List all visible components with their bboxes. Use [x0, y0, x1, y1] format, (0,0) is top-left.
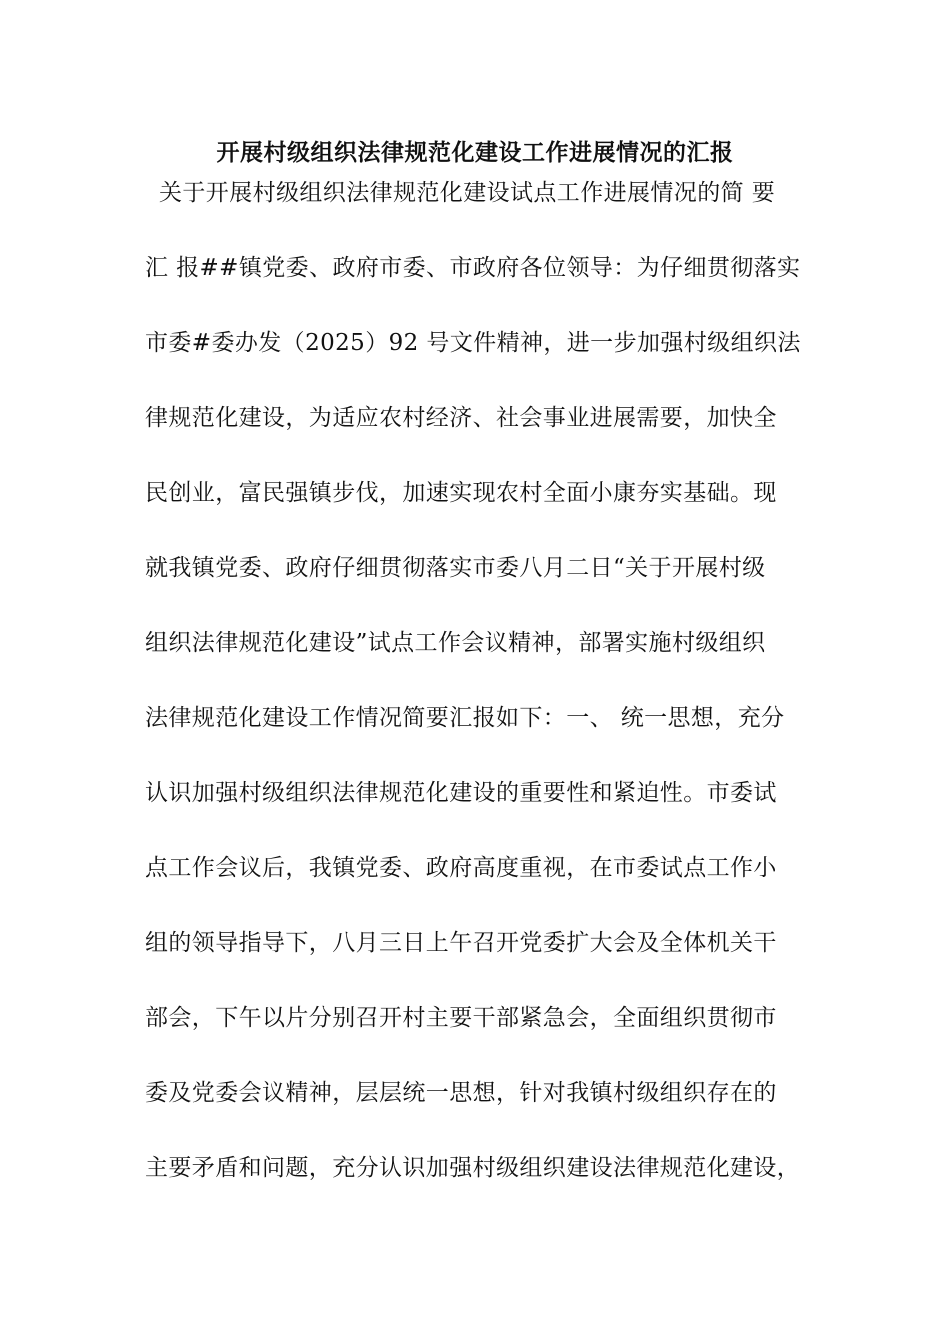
body-line-5: 民创业，富民强镇步伐，加速实现农村全面小康夯实基础。现 [145, 480, 777, 506]
document-title: 开展村级组织法律规范化建设工作进展情况的汇报 [216, 140, 734, 166]
body-line-10: 点工作会议后，我镇党委、政府高度重视，在市委试点工作小 [145, 855, 777, 881]
body-line-4: 律规范化建设，为适应农村经济、社会事业进展需要，加快全 [145, 405, 777, 431]
body-line-9: 认识加强村级组织法律规范化建设的重要性和紧迫性。市委试 [145, 780, 777, 806]
body-line-1: 关于开展村级组织法律规范化建设试点工作进展情况的简 要 [159, 180, 776, 206]
body-line-14: 主要矛盾和问题，充分认识加强村级组织建设法律规范化建设， [145, 1155, 801, 1181]
body-line-8: 法律规范化建设工作情况简要汇报如下：一、 统一思想，充分 [145, 705, 785, 731]
body-line-7: 组织法律规范化建设”试点工作会议精神，部署实施村级组织 [145, 630, 766, 656]
body-line-11: 组的领导指导下，八月三日上午召开党委扩大会及全体机关干 [145, 930, 777, 956]
body-line-3: 市委#委办发（2025）92 号文件精神，进一步加强村级组织法 [145, 330, 801, 356]
body-line-2: 汇 报##镇党委、政府市委、市政府各位领导：为仔细贯彻落实 [145, 255, 801, 281]
document-body [145, 156, 825, 1206]
body-line-13: 委及党委会议精神，层层统一思想，针对我镇村级组织存在的 [145, 1080, 777, 1106]
body-line-12: 部会，下午以片分别召开村主要干部紧急会，全面组织贯彻市 [145, 1005, 777, 1031]
body-line-6: 就我镇党委、政府仔细贯彻落实市委八月二日“关于开展村级 [145, 555, 766, 581]
